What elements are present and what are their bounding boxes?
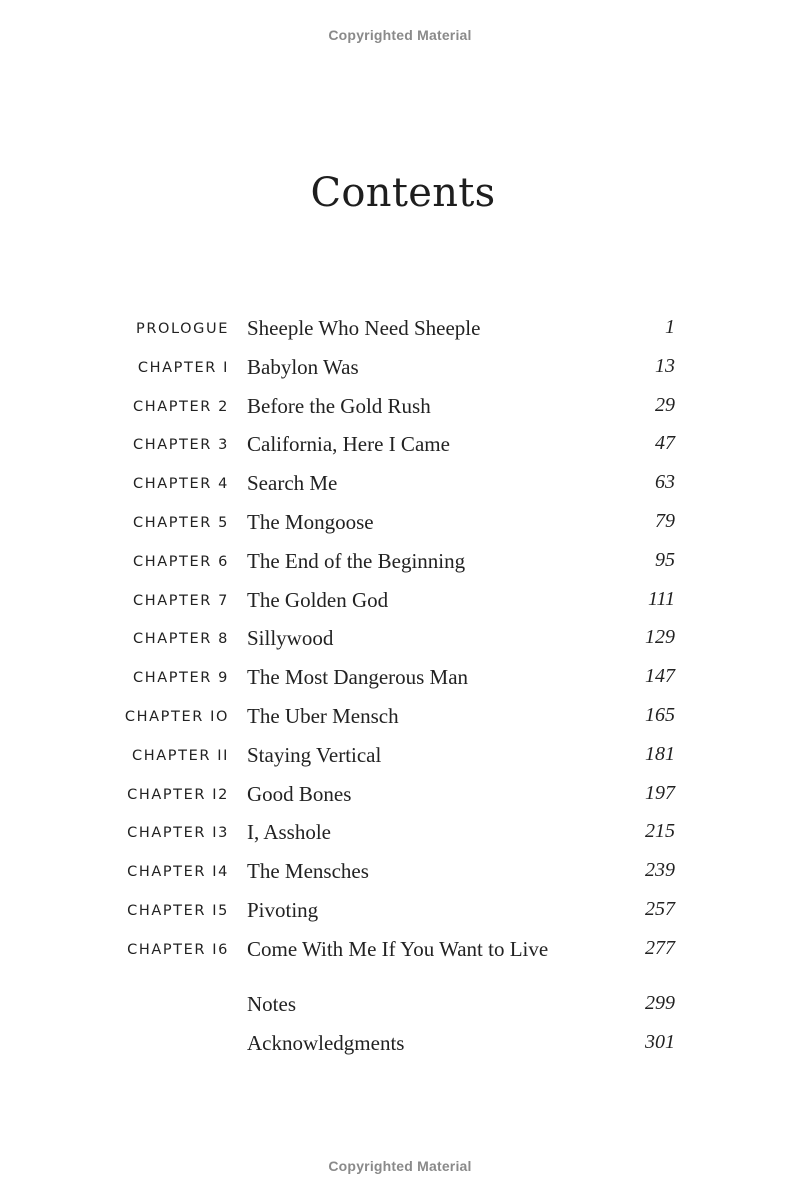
toc-entry-title: I, Asshole <box>247 820 331 845</box>
toc-entry-chapter-8[interactable] <box>0 626 800 665</box>
toc-entry-label: PROLOGUE <box>135 321 229 337</box>
toc-entry-label: CHAPTER I6 <box>127 941 229 958</box>
toc-entry-label: CHAPTER 7 <box>132 592 229 609</box>
toc-entry-label: CHAPTER 3 <box>132 437 229 454</box>
toc-entry-title: Sheeple Who Need Sheeple <box>247 316 481 340</box>
table-of-contents <box>0 316 800 1070</box>
toc-entry-title: Staying Vertical <box>247 742 382 767</box>
toc-entry-page: 63 <box>655 471 675 494</box>
toc-entry-chapter-2[interactable] <box>0 394 800 433</box>
toc-entry-label: CHAPTER 9 <box>132 670 229 687</box>
toc-entry-page: 181 <box>645 742 675 765</box>
toc-entry-title: Acknowledgments <box>247 1030 405 1055</box>
toc-entry-chapter-12[interactable] <box>0 782 800 821</box>
toc-entry-title: The End of the Beginning <box>247 548 466 573</box>
toc-entry-label: CHAPTER 8 <box>132 631 229 648</box>
toc-entry-title: The Mongoose <box>247 509 374 534</box>
toc-entry-label: CHAPTER 5 <box>132 514 229 531</box>
toc-entry-label: CHAPTER I5 <box>127 902 229 919</box>
toc-entry-title: The Golden God <box>247 587 389 612</box>
toc-entry-page: 277 <box>645 936 675 959</box>
toc-entry-title: The Mensches <box>247 859 369 884</box>
copyright-watermark-bottom: Copyrighted Material <box>328 1158 472 1174</box>
toc-entry-label: CHAPTER 6 <box>132 553 229 570</box>
toc-entry-label: CHAPTER 4 <box>132 476 229 493</box>
toc-entry-title: Babylon Was <box>247 354 359 379</box>
toc-entry-page: 257 <box>645 897 675 920</box>
toc-entry-label: CHAPTER I2 <box>127 786 229 803</box>
toc-entry-chapter-7[interactable] <box>0 588 800 627</box>
toc-entry-chapter-9[interactable] <box>0 665 800 704</box>
toc-entry-page: 111 <box>647 587 675 610</box>
toc-entry-page: 129 <box>645 626 675 649</box>
toc-entry-chapter-6[interactable] <box>0 549 800 588</box>
toc-entry-title: Good Bones <box>247 781 352 806</box>
toc-entry-chapter-15[interactable] <box>0 898 800 937</box>
toc-entry-page: 299 <box>645 992 675 1015</box>
toc-entry-page: 239 <box>645 859 675 882</box>
toc-entry-page: 301 <box>645 1030 675 1053</box>
toc-entry-chapter-10[interactable] <box>0 704 800 743</box>
toc-entry-page: 147 <box>645 665 675 688</box>
toc-entry-page: 165 <box>645 703 675 726</box>
toc-entry-chapter-5[interactable] <box>0 510 800 549</box>
toc-entry-chapter-14[interactable] <box>0 859 800 898</box>
toc-entry-label: CHAPTER I4 <box>127 864 229 881</box>
toc-entry-title: Sillywood <box>247 626 334 651</box>
toc-entry-title: Search Me <box>247 471 338 496</box>
toc-entry-label: CHAPTER I <box>137 359 229 376</box>
page-title: Contents <box>310 170 496 216</box>
toc-entry-page: 215 <box>645 820 675 843</box>
toc-entry-acknowledgments[interactable] <box>0 1031 800 1070</box>
toc-entry-chapter-3[interactable] <box>0 432 800 471</box>
toc-entry-page: 79 <box>655 509 675 532</box>
toc-entry-label: CHAPTER 2 <box>132 398 229 415</box>
toc-entry-title: California, Here I Came <box>247 432 450 457</box>
toc-entry-label: CHAPTER II <box>132 747 229 764</box>
toc-entry-title: The Uber Mensch <box>247 703 399 728</box>
toc-entry-label: CHAPTER IO <box>124 708 229 725</box>
toc-entry-page: 1 <box>665 316 675 338</box>
toc-entry-title: Before the Gold Rush <box>247 393 431 418</box>
copyright-watermark-top: Copyrighted Material <box>328 27 472 43</box>
toc-entry-chapter-4[interactable] <box>0 471 800 510</box>
toc-entry-chapter-11[interactable] <box>0 743 800 782</box>
toc-entry-label: CHAPTER I3 <box>127 825 229 842</box>
toc-entry-prologue[interactable] <box>0 316 800 355</box>
toc-entry-chapter-16[interactable] <box>0 937 800 976</box>
toc-entry-title: The Most Dangerous Man <box>247 665 469 690</box>
toc-entry-page: 29 <box>655 393 675 416</box>
toc-entry-page: 47 <box>655 432 675 455</box>
toc-entry-chapter-13[interactable] <box>0 820 800 859</box>
toc-entry-title: Notes <box>247 992 296 1017</box>
toc-entry-chapter-1[interactable] <box>0 355 800 394</box>
toc-entry-page: 197 <box>645 781 675 804</box>
toc-entry-notes[interactable] <box>0 992 800 1031</box>
toc-entry-page: 13 <box>655 354 675 377</box>
toc-entry-title: Come With Me If You Want to Live <box>247 936 549 961</box>
toc-entry-title: Pivoting <box>247 897 319 922</box>
toc-entry-page: 95 <box>655 548 675 571</box>
